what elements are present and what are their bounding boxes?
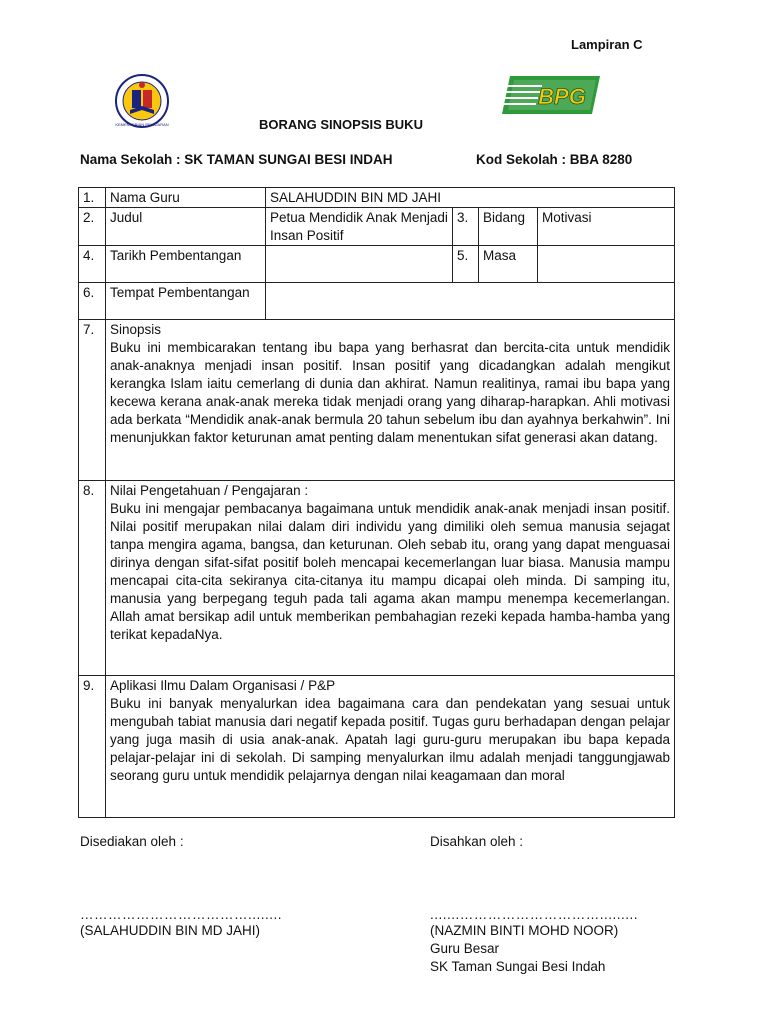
teacher-name-value: SALAHUDDIN BIN MD JAHI [266,188,675,208]
row-number: 8. [79,481,106,676]
synopsis-table [78,187,675,818]
approved-by-signature-line: .......…………………………......... [430,907,639,922]
presentation-venue-value [266,283,675,320]
form-title: BORANG SINOPSIS BUKU [259,117,423,132]
table-row [79,208,675,246]
table-row [79,676,675,818]
ministry-crest-logo [114,72,170,135]
approved-by-label: Disahkan oleh : [430,834,524,849]
synopsis-cell [106,320,675,481]
table-row [79,320,675,481]
field-label: Bidang [479,208,538,246]
field-value: Motivasi [538,208,675,246]
row-number: 4. [79,246,106,283]
approved-by-name: (NAZMIN BINTI MOHD NOOR) [430,923,619,938]
bpg-logo [502,72,600,121]
attachment-label: Lampiran C [571,37,643,52]
time-value [538,246,675,283]
approved-by-title: Guru Besar [430,941,500,956]
row-number: 5. [453,246,479,283]
table-row [79,481,675,676]
svg-text:KEMENTERIAN PELAJARAN: KEMENTERIAN PELAJARAN [115,122,169,127]
table-row [79,246,675,283]
teacher-name-label: Nama Guru [106,188,266,208]
presentation-venue-label: Tempat Pembentangan [106,283,266,320]
knowledge-value-cell [106,481,675,676]
school-name: Nama Sekolah : SK TAMAN SUNGAI BESI INDAH [80,152,393,167]
synopsis-text: Buku ini membicarakan tentang ibu bapa yang berhasrat dan bercita-cita untuk mendidik anak-anaknya menjadi insan positif. Insan positif yang dicadangkan adalah mengikut kerangka Islam iaitu cemerlang di dunia dan akhirat. Namun realitinya, ramai ibu bapa yang kecewa kerana anak-anak mereka tidak menjadi orang yang diharap-harapkan. Ahli motivasi ada berkata “Mendidik anak-anak bermula 20 tahun sebelum ibu dan ayahnya berkahwin”. Ini menunjukkan faktor keturunan amat penting dalam menentukan sifat generasi akan datang. [110,340,670,445]
row-number: 3. [453,208,479,246]
approved-by-school: SK Taman Sungai Besi Indah [430,959,606,974]
prepared-by-label: Disediakan oleh : [80,834,184,849]
presentation-date-value [266,246,453,283]
title-value: Petua Mendidik Anak Menjadi Insan Positif [266,208,453,246]
row-number: 7. [79,320,106,481]
prepared-by-name: (SALAHUDDIN BIN MD JAHI) [80,923,261,938]
application-text: Buku ini banyak menyalurkan idea bagaimana cara dan pendekatan yang sesuai untuk mengubah tabiat manusia dari negatif kepada positif. Tugas guru berhadapan dengan pelajar yang juga masih di usia anak-anak. Apatah lagi guru-guru merupakan ibu bapa kepada pelajar-pelajar ini di sekolah. Di samping menyalurkan ilmu adalah menjadi tanggungjawab seorang guru untuk mendidik pelajarnya dengan nilai keagamaan dan moral [110,696,670,783]
bpg-logo-text: BPG [538,84,586,109]
row-number: 1. [79,188,106,208]
school-code: Kod Sekolah : BBA 8280 [476,152,633,167]
presentation-date-label: Tarikh Pembentangan [106,246,266,283]
row-number: 2. [79,208,106,246]
table-row [79,188,675,208]
prepared-by-signature-line: ………………………………........ [80,907,283,922]
row-number: 9. [79,676,106,818]
knowledge-value-label: Nilai Pengetahuan / Pengajaran : [110,483,309,498]
table-row [79,283,675,320]
knowledge-value-text: Buku ini mengajar pembacanya bagaimana untuk mendidik anak-anak menjadi insan positif. Nilai positif merupakan nilai dalam diri individu yang dimiliki oleh semua manusia sejagat tanpa mengira agama, bangsa, dan keturunan. Oleh sebab itu, orang yang dapat menguasai dirinya dengan sifat-sifat positif boleh mencapai kecemerlangan luar biasa. Manusia mampu mencapai cita-cita sekiranya cita-citanya itu mampu dicapai oleh minda. Di samping itu, manusia yang berpegang teguh pada tali agama akan mampu menempa kecemerlangan. Allah amat bersikap adil untuk memberikan pembahagian rezeki kepada hamba-hamba yang terikat kepadaNya. [110,501,670,642]
application-label: Aplikasi Ilmu Dalam Organisasi / P&P [110,678,336,693]
time-label: Masa [479,246,538,283]
application-cell [106,676,675,818]
row-number: 6. [79,283,106,320]
synopsis-label: Sinopsis [110,322,162,337]
title-label: Judul [106,208,266,246]
